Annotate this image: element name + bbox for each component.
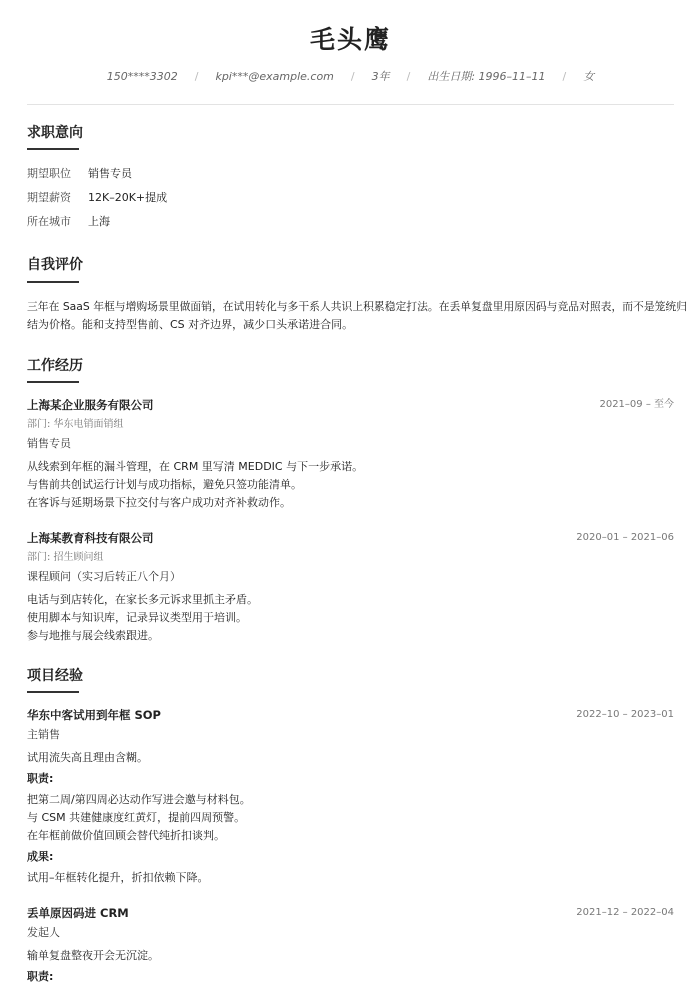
work-date: 2020–01 – 2021–06 [576, 532, 674, 543]
project-role: 主销售 [27, 728, 60, 741]
project-duty-line: 把第二周/第四周必达动作写进会邀与材料包。 [27, 793, 251, 806]
contact-separator: / [406, 70, 411, 83]
work-duty-line: 与售前共创试运行计划与成功指标，避免只签功能清单。 [27, 478, 302, 491]
project-duty-label: 职责: [27, 970, 54, 983]
years-experience: 3年 [371, 70, 390, 83]
gender: 女 [583, 70, 595, 83]
work-duty-line: 从线索到年框的漏斗管理，在 CRM 里写清 MEDDIC 与下一步承诺。 [27, 460, 364, 473]
work-role: 销售专员 [27, 437, 71, 450]
contact-separator: / [194, 70, 199, 83]
section-title-work: 工作经历 [27, 358, 83, 374]
work-company: 上海某企业服务有限公司 [27, 398, 154, 412]
project-duty-line: 与 CSM 共建健康度红黄灯，提前四周预警。 [27, 811, 246, 824]
intention-value: 上海 [88, 215, 110, 228]
contact-bar [27, 69, 674, 85]
self-eval-line: 结为价格。能和支持型售前、CS 对齐边界，减少口头承诺进合同。 [27, 318, 354, 331]
project-result-line: 试用–年框转化提升，折扣依赖下降。 [27, 871, 209, 884]
work-role: 课程顾问（实习后转正八个月） [27, 570, 181, 583]
project-date: 2021–12 – 2022–04 [576, 907, 674, 918]
intention-label: 期望薪资 [27, 191, 71, 204]
work-duty-line: 使用脚本与知识库，记录异议类型用于培训。 [27, 611, 247, 624]
work-company: 上海某教育科技有限公司 [27, 531, 154, 545]
project-description: 输单复盘整夜开会无沉淀。 [27, 949, 159, 962]
phone-number: 150****3302 [106, 70, 178, 83]
birth-date: 出生日期: 1996–11–11 [427, 70, 546, 83]
work-duty-line: 电话与到店转化，在家长多元诉求里抓主矛盾。 [27, 593, 258, 606]
section-title-projects: 项目经验 [27, 668, 83, 684]
project-result-label: 成果: [27, 850, 54, 863]
intention-label: 所在城市 [27, 215, 71, 228]
candidate-name: 毛头鹰 [309, 25, 391, 54]
work-department: 部门: 招生顾问组 [27, 552, 104, 563]
section-underline [27, 691, 79, 693]
self-eval-line: 三年在 SaaS 年框与增购场景里做面销，在试用转化与多干系人共识上积累稳定打法。在丢单复盘里用原因码与竞品对照表，而不是笼统归 [27, 300, 688, 313]
work-duty-line: 参与地推与展会线索跟进。 [27, 629, 159, 642]
work-date: 2021–09 – 至今 [599, 399, 674, 410]
header-divider [27, 104, 674, 105]
section-title-self-eval: 自我评价 [27, 257, 83, 273]
project-duty-label: 职责: [27, 772, 54, 785]
email-address: kpi***@example.com [215, 70, 334, 83]
project-date: 2022–10 – 2023–01 [576, 709, 674, 720]
project-duty-line: 在年框前做价值回顾会替代纯折扣谈判。 [27, 829, 225, 842]
section-underline [27, 281, 79, 283]
section-underline [27, 381, 79, 383]
contact-separator: / [562, 70, 567, 83]
project-role: 发起人 [27, 926, 60, 939]
project-description: 试用流失高且理由含糊。 [27, 751, 148, 764]
intention-label: 期望职位 [27, 167, 71, 180]
intention-value: 12K–20K+提成 [88, 191, 168, 204]
project-name: 华东中客试用到年框 SOP [27, 708, 161, 722]
section-underline [27, 148, 79, 150]
section-title-intention: 求职意向 [27, 125, 83, 141]
work-department: 部门: 华东电销面销组 [27, 419, 124, 430]
work-duty-line: 在客诉与延期场景下拉交付与客户成功对齐补救动作。 [27, 496, 291, 509]
contact-separator: / [350, 70, 355, 83]
intention-value: 销售专员 [88, 167, 132, 180]
project-name: 丢单原因码进 CRM [27, 906, 129, 920]
